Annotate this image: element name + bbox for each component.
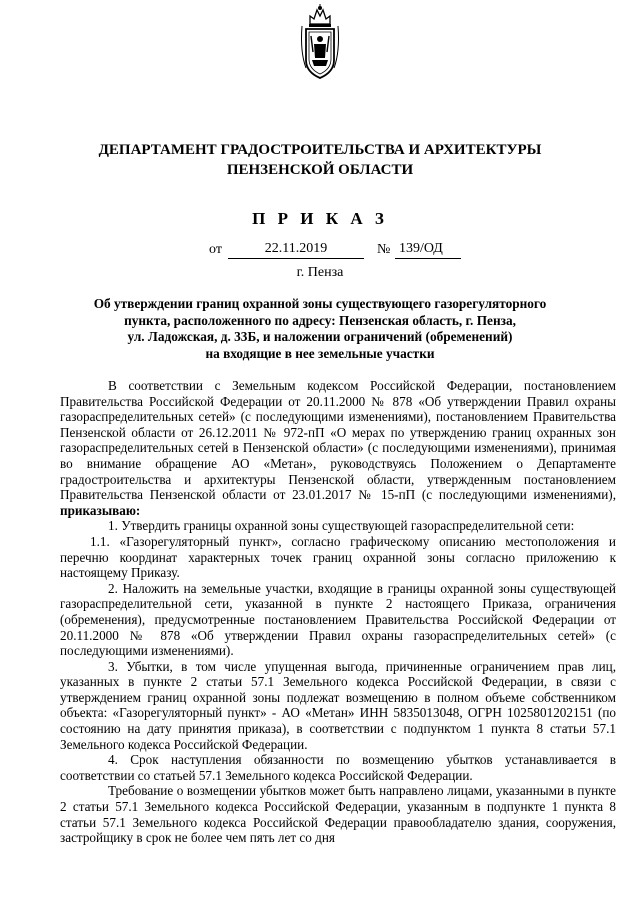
title-line: на входящие в нее земельные участки: [205, 345, 435, 361]
item-3: 3. Убытки, в том числе упущенная выгода, причиненные ограничением прав лиц, указанных в пункте 2 статьи 57.1 Земельного кодекса Российской Федерации, в связи с утверждением границ охранной зоны подлежат возмещению в полном объеме собственником объекта: «Газорегуляторный пункт» - АО «Метан» ИНН 5835013048, ОГРН 1025801202151 (по состоянию на дату принятия приказа), в соответствии с подпунктом 1 пункта 8 статьи 57.1 Земельного кодекса Российской Федерации.: [60, 658, 616, 752]
coat-of-arms-icon: [298, 2, 342, 84]
order-date: 22.11.2019: [228, 240, 364, 259]
from-label: от: [209, 242, 222, 257]
order-word: приказываю: [60, 502, 136, 518]
document-type-heading: П Р И К А З: [252, 209, 388, 228]
title-line: ул. Ладожская, д. 33Б, и наложении ограничений (обременений): [127, 329, 513, 345]
title-line: пункта, расположенного по адресу: Пензенская область, г. Пенза,: [124, 312, 516, 328]
document-body: [60, 378, 616, 846]
item-4-continuation: Требование о возмещении убытков может быть направлено лицами, указанными в пункте 2 статьи 57.1 Земельного кодекса Российской Федерации, указанным в подпункте 1 пункта 8 статьи 57.1 Земельного кодекса Российской Федерации правообладателю здания, сооружения, застройщику в срок не более чем пять лет со дня: [60, 783, 616, 846]
document-title: [70, 296, 570, 362]
item-2: 2. Наложить на земельные участки, входящие в границы охранной зоны существующей газораспределительной сети, указанной в пункте 2 настоящего Приказа, ограничения (обременения), предусмотренные постановлением Правительства Российской Федерации от 20.11.2000 № 878 «Об утверждении Правил охраны газораспределительных сетей» (с последующими изменениями).: [60, 580, 616, 659]
department-name-line2: ПЕНЗЕНСКОЙ ОБЛАСТИ: [226, 162, 414, 178]
preamble-paragraph: [60, 378, 616, 518]
item-1: 1. Утвердить границы охранной зоны существующей газораспределительной сети:: [108, 518, 575, 534]
order-colon: :: [135, 502, 141, 518]
department-name-line1: ДЕПАРТАМЕНТ ГРАДОСТРОИТЕЛЬСТВА И АРХИТЕКТУРЫ: [98, 142, 542, 158]
preamble-text: В соответствии с Земельным кодексом Российской Федерации, постановлением Правительства Российской Федерации от 20.11.2000 № 878 «Об утверждении Правил охраны газораспределительных сетей» (с последующими изменениями), постановлением Правительства Пензенской области от 26.12.2011 № 972-пП «О мерах по утверждению границ охранных зон газораспределительных сетей в Пензенской области» (с последующими изменениями), принимая во внимание обращение АО «Метан», руководствуясь Положением о Департаменте градостроительства и архитектуры Пензенской области, утвержденным постановлением Правительства Пензенской области от 23.01.2017 № 15-пП (с последующими изменениями),: [60, 378, 616, 503]
item-1-1: 1.1. «Газорегуляторный пункт», согласно графическому описанию местоположения и перечню координат характерных точек границ охранной зоны согласно приложению к настоящему Приказу.: [60, 533, 616, 581]
item-4: 4. Срок наступления обязанности по возмещению убытков устанавливается в соответствии со статьей 57.1 Земельного кодекса Российской Федерации.: [60, 752, 616, 783]
order-date-number-line: [0, 240, 640, 260]
number-label: №: [377, 242, 391, 257]
title-line: Об утверждении границ охранной зоны существующего газорегуляторного: [93, 296, 547, 311]
city: г. Пенза: [296, 265, 344, 280]
order-number: 139/ОД: [395, 240, 461, 259]
